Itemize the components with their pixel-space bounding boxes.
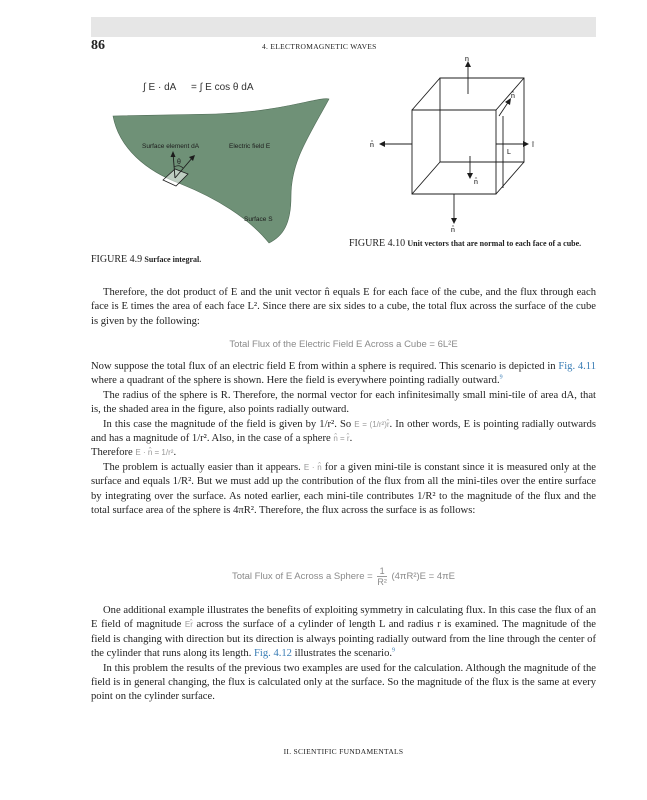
figure-4-10	[364, 56, 596, 234]
fig-4-12-link[interactable]: Fig. 4.12	[254, 648, 292, 660]
label-i: î	[532, 142, 534, 149]
surface-shape	[113, 99, 329, 243]
figure-4-9	[91, 56, 341, 256]
caption-number: FIGURE 4.9	[91, 254, 143, 265]
arrowhead-icon	[379, 141, 385, 147]
paragraph-4: In this case the magnitude of the field is given by 1/r². So E = (1/r²)r̂. In other words, E is pointing radially outwards and has a magnitude of 1/r². Also, in the case of a sphere n̂ = r̂. Therefore E · n̂ = 1/r².	[91, 418, 597, 459]
body-block	[91, 360, 596, 518]
page-number: 86	[91, 38, 105, 53]
inline-math: Er̂	[184, 620, 193, 630]
cube-edge	[496, 78, 524, 110]
label-theta: θ	[177, 159, 181, 166]
paragraph-text: Therefore, the dot product of E and the unit vector n̂ equals E for each face of the cube, and the flux through each face is E times the area of each face L². Since there are six sides to a cube, the total flux across the surface of the cube is given by the following:	[91, 287, 596, 327]
equation-sphere-flux: Total Flux of E Across a Sphere = $\frac{1}{\text{R²}}$ (4πR²)E = 4πE	[231, 566, 456, 587]
arrowhead-icon	[467, 173, 473, 179]
paragraph-2: Now suppose the total flux of an electric field E from within a sphere is required. This scenario is depicted in Fig. 4.11 where a quadrant of the sphere is shown. Here the field is everywhere pointing radially outward.$^9$	[91, 361, 597, 387]
figure-4-9-caption	[91, 254, 201, 265]
paragraph-5: The problem is actually easier than it appears. E · n̂ for a given mini-tile is constant since it is measured only at the surface and equals 1/R². But we must add up the contribution of the flux from all the mini-tiles over the entire surface by integrating over the surface. As noted earlier, each mini-tile contributes 1/R² to the magnitude of the flux and the total surface area of the sphere is 4πR². Therefore, the flux across the surface is as follows:	[91, 461, 596, 517]
label-surface-element: Surface element dA	[142, 143, 200, 150]
footnote-ref[interactable]: 9	[392, 647, 396, 654]
footnote-ref[interactable]: 9	[499, 374, 503, 381]
caption-text: Unit vectors that are normal to each face of a cube.	[407, 239, 582, 248]
paragraph-3: The radius of the sphere is R. Therefore, the normal vector for each infinitesimally small mini-tile of area dA, that is, the shaded area in the figure, also points radially outward.	[91, 389, 596, 416]
paragraph-7: In this problem the results of the previous two examples are used for the calculation. Although the magnitude of the field is in general changing, the flux is calculated only at the surface. So the magnitude of the flux is the same at every point on the cylinder surface.	[91, 662, 596, 703]
label-n-inner: n̂	[474, 179, 478, 186]
caption-text: Surface integral.	[144, 255, 202, 264]
arrowhead-icon	[451, 218, 457, 224]
fig49-equation-lhs: ∫ E · dA	[143, 82, 177, 93]
fig49-equation-rhs: = ∫ E cos θ dA	[191, 82, 254, 93]
paragraph-6: One additional example illustrates the benefits of exploiting symmetry in calculating flux. In this case the flux of an E field of magnitude Er̂ across the surface of a cylinder of length L and radius r is examined. The magnitude of the field is changing with direction but its direction is always pointing radially outward from the line through the center of the cylinder that runs along its length. Fig. 4.12 illustrates the scenario.$^9$	[91, 605, 596, 660]
cube-edge	[412, 162, 440, 194]
fraction: $\frac{1}{\text{R²}}$	[377, 566, 387, 587]
cube-edge	[412, 78, 440, 110]
label-n-bottom: n̂	[451, 227, 455, 234]
cube-back-face	[440, 78, 524, 162]
running-head: 4. ELECTROMAGNETIC WAVES	[262, 42, 377, 51]
inline-math: E = (1/r²)r̂	[354, 419, 390, 429]
label-surface: Surface S	[244, 216, 273, 223]
figure-4-10-caption	[349, 238, 589, 249]
arrowhead-icon	[523, 141, 529, 147]
footer: II. SCIENTIFIC FUNDAMENTALS	[283, 747, 404, 756]
inline-math: n̂ = r̂	[333, 434, 350, 444]
equation-cube-flux: Total Flux of the Electric Field E Across a Cube = 6L²E	[229, 339, 458, 350]
label-n-top: n̂	[465, 56, 469, 63]
inline-math: E · n̂	[303, 462, 322, 472]
cube-edge	[496, 162, 524, 194]
body-block-2	[91, 604, 596, 705]
caption-number: FIGURE 4.10	[349, 238, 406, 249]
paragraph-1	[91, 286, 596, 329]
label-n-front: n̂	[511, 93, 515, 100]
inline-math: E · n̂ = 1/r²	[135, 448, 174, 458]
label-n-left: n̂	[370, 142, 374, 149]
header-bar	[91, 17, 596, 37]
cube-front-face	[412, 110, 496, 194]
label-electric-field: Electric field E	[229, 143, 271, 150]
label-L: L	[507, 149, 511, 156]
fig-4-11-link[interactable]: Fig. 4.11	[558, 361, 597, 372]
